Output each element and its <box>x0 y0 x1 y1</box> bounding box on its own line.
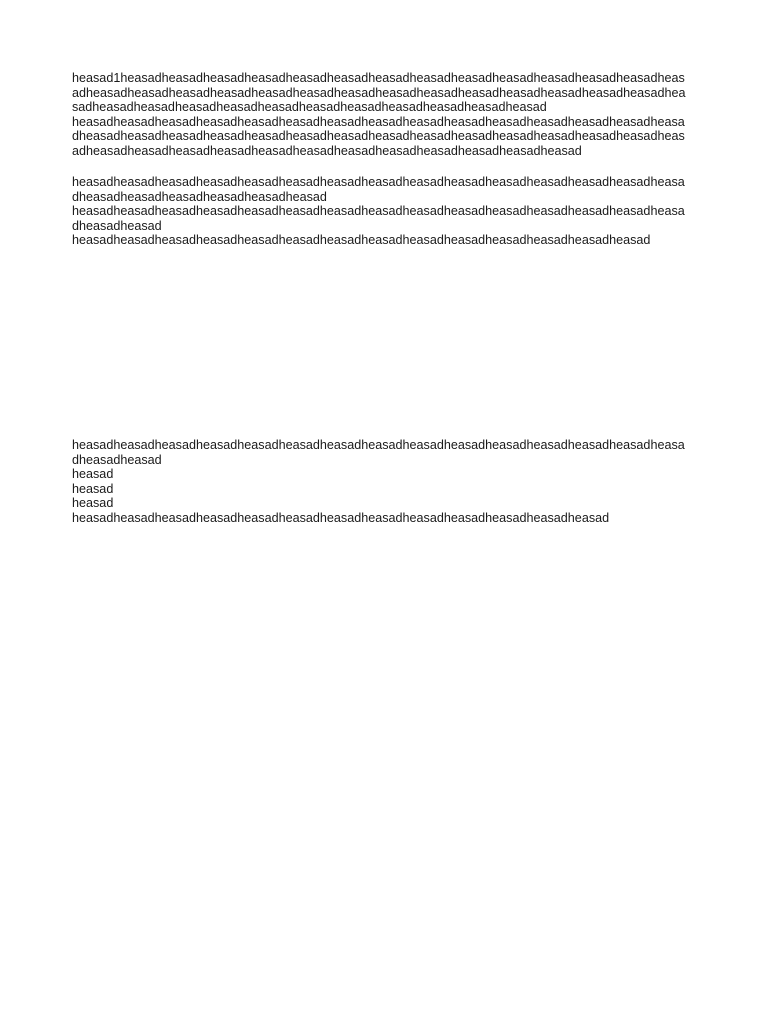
text-line: heasadheasadheasadheasadheasadheasadheasadheasadheasadheasadheasadheasadheasad <box>72 510 610 525</box>
text-block-2 <box>72 175 702 248</box>
text-line: heasad <box>72 467 114 482</box>
text-line: dheasadheasad <box>72 452 162 467</box>
text-line: heasadheasadheasadheasadheasadheasadheasadheasadheasadheasadheasadheasadheasadheasadheasa <box>72 204 685 219</box>
text-line: adheasadheasadheasadheasadheasadheasadheasadheasadheasadheasadheasadheasadheasadheasadhea <box>72 85 686 100</box>
text-line: heasad <box>72 481 114 496</box>
text-line: adheasadheasadheasadheasadheasadheasadheasadheasadheasadheasadheasadheasad <box>72 143 582 158</box>
text-block-3 <box>72 438 702 526</box>
text-line: sadheasadheasadheasadheasadheasadheasadheasadheasadheasadheasadheasad <box>72 100 547 115</box>
text-line: dheasadheasad <box>72 218 162 233</box>
text-line: heasadheasadheasadheasadheasadheasadheasadheasadheasadheasadheasadheasadheasadheasadheasa <box>72 175 685 189</box>
text-line: heasadheasadheasadheasadheasadheasadheasadheasadheasadheasadheasadheasadheasadheasad <box>72 233 651 248</box>
text-line: heasadheasadheasadheasadheasadheasadheasadheasadheasadheasadheasadheasadheasadheasadheasa <box>72 114 685 129</box>
text-line: dheasadheasadheasadheasadheasadheasad <box>72 189 327 204</box>
text-line: heasad <box>72 496 114 511</box>
text-block-1 <box>72 71 702 159</box>
text-line: dheasadheasadheasadheasadheasadheasadheasadheasadheasadheasadheasadheasadheasadheasadheas <box>72 129 685 144</box>
text-line: heasadheasadheasadheasadheasadheasadheasadheasadheasadheasadheasadheasadheasadheasadheasa <box>72 438 685 452</box>
text-line: heasad1heasadheasadheasadheasadheasadheasadheasadheasadheasadheasadheasadheasadheasadheas <box>72 71 685 85</box>
